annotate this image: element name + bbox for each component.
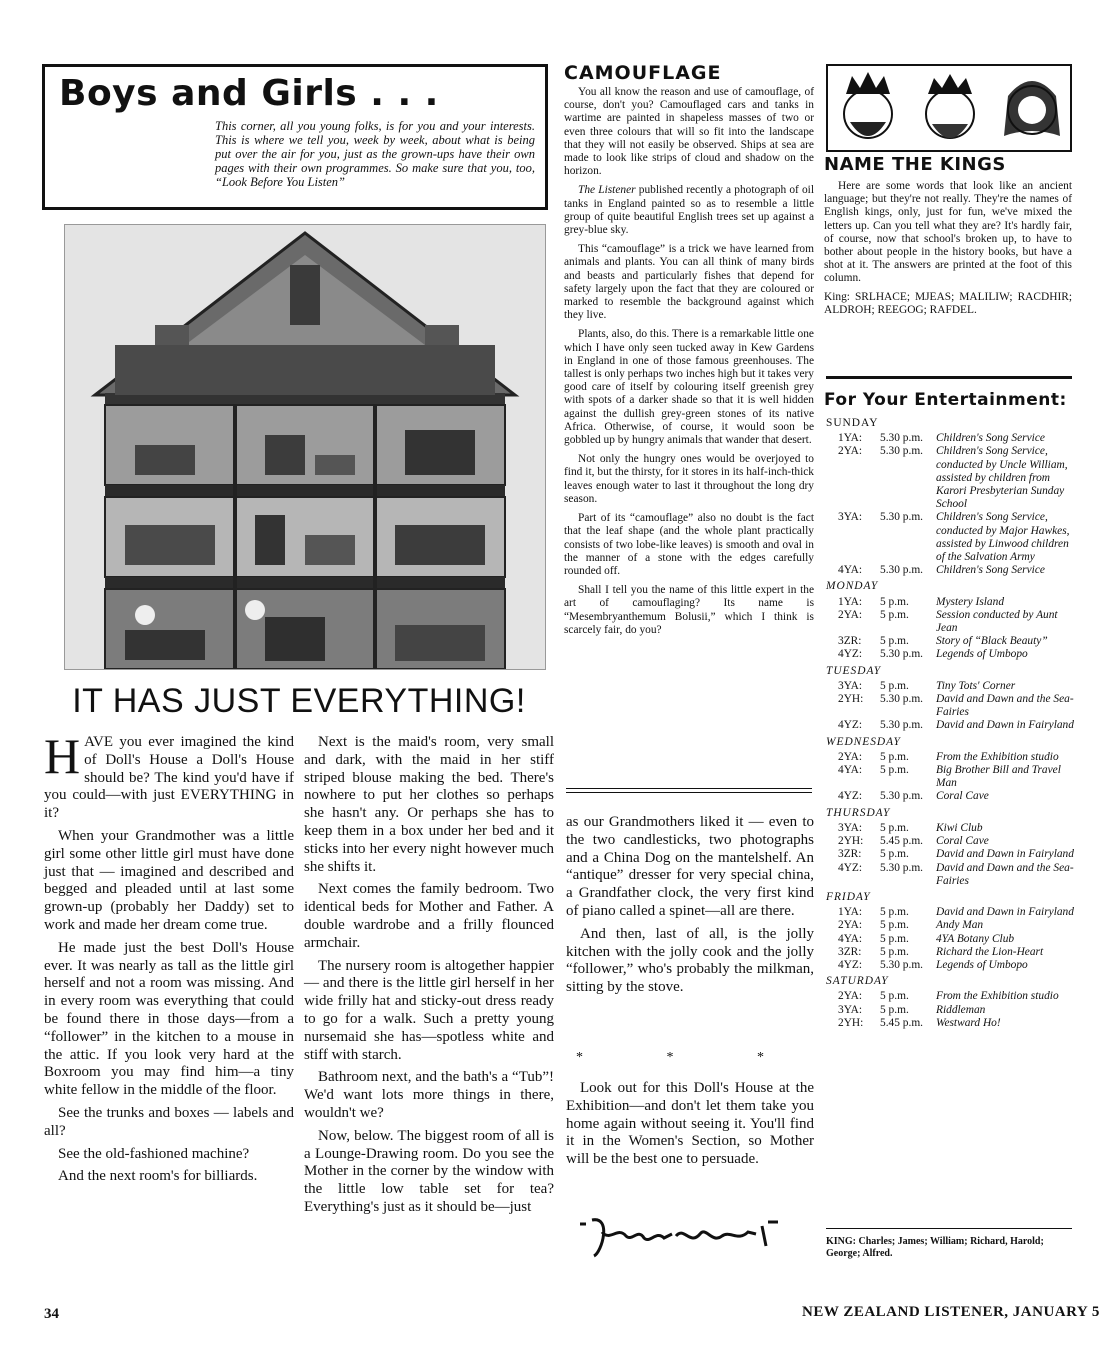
listing-time: 5 p.m. xyxy=(880,595,909,608)
kings-paragraph: Here are some words that look like an ancient language; but they're not really. They're the names of English kings, only, just for fun, we've mixed the letters up. Can you tell what they are? It's hardly fair, of course, now that school's broken up, to have to bother about people in the history books, but have a shot at it. The answers are printed at the foot of this column. xyxy=(824,180,1072,285)
divider-rule xyxy=(826,1228,1072,1229)
listing-time: 5 p.m. xyxy=(880,821,909,834)
listing-station: 2YH: xyxy=(838,1016,864,1029)
listing-row xyxy=(838,680,1074,693)
listing-row xyxy=(838,432,1074,445)
listing-row xyxy=(838,693,1074,719)
listing-program: Coral Cave xyxy=(936,790,989,803)
listing-row xyxy=(838,609,1074,635)
story-text: AVE you ever imagined the kind of Doll's House a Doll's House should be? The kind you'd have if you could—with just EVERYTHING in it? xyxy=(44,734,294,822)
listing-program: From the Exhibition studio xyxy=(936,990,1059,1003)
story-paragraph: The nursery room is altogether happier — and there is the little girl herself in her wide frilly hat and sticky-out dress ready to go for a walk. Such a pretty young nursemaid she has—spotless white and stiff with starch. xyxy=(304,957,554,1063)
section-header-box xyxy=(42,64,548,210)
listing-time: 5 p.m. xyxy=(880,608,909,621)
listing-row xyxy=(838,906,1074,919)
listing-station: 4YZ: xyxy=(838,861,863,874)
day-heading: MONDAY xyxy=(826,580,879,593)
listing-time: 5.30 p.m. xyxy=(880,511,924,524)
dolls-house-photo xyxy=(64,224,546,670)
signature-graphic xyxy=(572,1212,812,1262)
listing-program: David and Dawn in Fairyland xyxy=(936,848,1074,861)
listing-time: 5.45 p.m. xyxy=(880,835,924,848)
listing-program: Children's Song Service xyxy=(936,564,1045,577)
listing-time: 5 p.m. xyxy=(880,919,909,932)
listing-station: 1YA: xyxy=(838,906,863,919)
listing-time: 5 p.m. xyxy=(880,932,909,945)
camouflage-paragraph: Part of its “camouflage” also no doubt is the fact that the leaf shape (and the whole plant practically consists of two lobe-like leaves) is smooth and oval in the manner of a stone with the edges carefully rounded off. xyxy=(564,512,814,577)
listing-station: 3ZR: xyxy=(838,848,862,861)
listing-time: 5.30 p.m. xyxy=(880,445,924,458)
listing-program: Coral Cave xyxy=(936,835,989,848)
camouflage-paragraph xyxy=(564,184,814,237)
camouflage-paragraph: Not only the hungry ones would be overjoyed to find it, but the thirsty, for it stores in its half-inch-thick leaves enough water to last it throughout the long dry season. xyxy=(564,453,814,505)
listing-program: David and Dawn in Fairyland xyxy=(936,906,1074,919)
story-column-2 xyxy=(304,734,554,1222)
listing-row xyxy=(838,445,1074,511)
listing-station: 3YA: xyxy=(838,1003,863,1016)
publication-name: The Listener xyxy=(578,184,636,197)
listing-station: 4YA: xyxy=(838,564,863,577)
listing-station: 1YA: xyxy=(838,595,863,608)
story-column-3-end xyxy=(566,1080,814,1174)
camouflage-paragraph: Shall I tell you the name of this little expert in the art of camouflaging? Its name is “Mesembryanthemum Bolusii,” which I think is scarcely fair, do you? xyxy=(564,584,814,636)
day-heading: WEDNESDAY xyxy=(826,735,901,748)
listing-station: 2YA: xyxy=(838,750,863,763)
story-paragraph: Now, below. The biggest room of all is a Lounge-Drawing room. Do you see the Mother in the corner by the window with the little low table set for tea? Everything's just as it should be—just xyxy=(304,1127,554,1215)
listing-row xyxy=(838,764,1074,790)
listing-row xyxy=(838,719,1074,732)
listing-program: 4YA Botany Club xyxy=(936,932,1015,945)
listing-row xyxy=(838,635,1074,648)
story-paragraph: And the next room's for billiards. xyxy=(58,1168,258,1185)
listing-time: 5.30 p.m. xyxy=(880,861,924,874)
kings-body xyxy=(824,180,1072,322)
camouflage-title: CAMOUFLAGE xyxy=(564,62,722,84)
story-paragraph: When your Grandmother was a little girl some other little girl must have done just that — imagined and described and begged and pleaded until at last some grown-up (probably her Daddy) set to work and made her dream come true. xyxy=(44,827,294,933)
section-break-stars: * * * xyxy=(576,1050,804,1065)
story-paragraph: Next is the maid's room, very small and dark, with the maid in her stiff striped blouse making the bed. There's nowhere to put her clothes so perhaps she hasn't any. Or perhaps she has to keep them in a box under her bed and it sticks into her every night however much she shifts it. xyxy=(304,734,554,875)
listing-program: David and Dawn and the Sea-Fairies xyxy=(936,861,1074,887)
camouflage-text: published recently a photograph of oil tanks in England painted so as to resemble a little group of quite beautiful English trees set up against a grey-blue sky. xyxy=(564,184,814,237)
listing-row xyxy=(838,822,1074,835)
camouflage-paragraph: You all know the reason and use of camouflage, of course, don't you? Camouflaged cars and tanks in wartime are painted in shapeless masses of two or even three colours that will so fit into the landscape that they will not easily be observed. Ships at sea are made to look like strips of cloud and shadow on the horizon. xyxy=(564,86,814,178)
story-paragraph: as our Grandmothers liked it — even to the two candlesticks, two photographs and a China Dog on the mantelshelf. An “antique” dresser for very special china, a Grandfather clock, the very first kind of piano called a spinet—all are there. xyxy=(566,814,814,919)
listing-row xyxy=(838,835,1074,848)
listing-program: Children's Song Service, conducted by Major Hawkes, assisted by Linwood children of the Salvation Army xyxy=(936,511,1070,564)
listing-station: 2YA: xyxy=(838,990,863,1003)
story-paragraph: He made just the best Doll's House ever. It was nearly as tall as the little girl herself and not a room was missing. And in every room was everything that could be found there in those days—from a “follower” in the kitchen to a mouse in the attic. If you look very hard at the Boxroom you may find him—a tiny white fellow in the middle of the floor. xyxy=(44,939,294,1099)
day-heading: FRIDAY xyxy=(826,890,871,903)
story-paragraph: Bathroom next, and the bath's a “Tub”! We'd want lots more things in there, wouldn't we? xyxy=(304,1069,554,1121)
listing-row xyxy=(838,848,1074,861)
listing-program: Andy Man xyxy=(936,919,984,932)
listing-program: Kiwi Club xyxy=(936,821,983,834)
divider-rule xyxy=(566,792,812,793)
kings-title: NAME THE KINGS xyxy=(824,154,1006,175)
entertainment-title: For Your Entertainment: xyxy=(824,390,1067,410)
listing-row xyxy=(838,959,1074,972)
listing-time: 5.30 p.m. xyxy=(880,564,924,577)
section-title: Boys and Girls . . . xyxy=(59,73,439,114)
kings-portraits-illustration xyxy=(828,66,1070,150)
listing-time: 5.30 p.m. xyxy=(880,648,924,661)
author-signature xyxy=(572,1212,812,1262)
listing-program: Session conducted by Aunt Jean xyxy=(936,608,1058,635)
story-paragraph: See the old-fashioned machine? xyxy=(58,1145,250,1162)
story-paragraph: See the trunks and boxes — labels and all? xyxy=(44,1104,294,1139)
listing-station: 3YA: xyxy=(838,821,863,834)
page-number: 34 xyxy=(44,1306,59,1322)
divider-rule xyxy=(566,788,812,789)
listing-row xyxy=(838,919,1074,932)
listing-station: 2YH: xyxy=(838,693,864,706)
day-heading: SUNDAY xyxy=(826,417,879,429)
listing-program: Richard the Lion-Heart xyxy=(936,945,1044,958)
listing-row xyxy=(838,862,1074,888)
camouflage-paragraph: Plants, also, do this. There is a remarkable little one which I have only seen tucked away in Kew Gardens in England in one of those famous greenhouses. The tallest is only perhaps two inches high but it takes very good care of itself by colouring itself greenish grey with spots of a darker shade so that it is well hidden against the dullish grey-green stones of its native Africa. Otherwise, of course, it would soon be gobbled up by hungry animals that wander that desert. xyxy=(564,328,814,447)
listing-time: 5 p.m. xyxy=(880,750,909,763)
listing-station: 4YA: xyxy=(838,932,863,945)
camouflage-body xyxy=(564,86,814,643)
listing-time: 5 p.m. xyxy=(880,764,909,777)
listing-time: 5 p.m. xyxy=(880,990,909,1003)
listing-time: 5 p.m. xyxy=(880,848,909,861)
story-paragraph xyxy=(44,728,294,823)
listing-program: Mystery Island xyxy=(936,595,1005,608)
listing-station: 4YZ: xyxy=(838,719,863,732)
listing-row xyxy=(838,990,1074,1003)
listing-station: 2YA: xyxy=(838,919,863,932)
article-headline: IT HAS JUST EVERYTHING! xyxy=(72,682,526,720)
listing-station: 3ZR: xyxy=(838,945,862,958)
listing-row xyxy=(838,596,1074,609)
listing-time: 5.30 p.m. xyxy=(880,958,924,971)
listing-station: 3YA: xyxy=(838,679,863,692)
magazine-footer: NEW ZEALAND LISTENER, JANUARY 5 xyxy=(802,1304,1100,1320)
listing-station: 1YA: xyxy=(838,432,863,445)
listing-row xyxy=(838,511,1074,564)
listing-time: 5 p.m. xyxy=(880,1003,909,1016)
day-heading: SATURDAY xyxy=(826,975,889,988)
listing-row xyxy=(838,790,1074,803)
listing-program: Riddleman xyxy=(936,1003,986,1016)
listing-program: David and Dawn and the Sea-Fairies xyxy=(936,693,1074,719)
listing-row xyxy=(838,933,1074,946)
kings-answers: KING: Charles; James; William; Richard, Harold; George; Alfred. xyxy=(826,1236,1044,1259)
listing-station: 2YA: xyxy=(838,445,863,458)
drop-cap: H xyxy=(44,728,81,784)
listing-row xyxy=(838,751,1074,764)
listing-time: 5 p.m. xyxy=(880,906,909,919)
listing-row xyxy=(838,648,1074,661)
kings-portraits xyxy=(826,64,1072,152)
listing-program: Westward Ho! xyxy=(936,1016,1001,1029)
listing-row xyxy=(838,946,1074,959)
divider-rule xyxy=(826,376,1072,379)
listing-row xyxy=(838,1004,1074,1017)
listing-station: 4YZ: xyxy=(838,958,863,971)
story-paragraph: And then, last of all, is the jolly kitchen with the jolly cook and the jolly “follower,” who's probably the milkman, sitting by the stove. xyxy=(566,925,814,996)
story-paragraph: Look out for this Doll's House at the Exhibition—and don't let them take you home again without seeing it. You'll find it in the Women's Section, so Mother will be the best one to persuade. xyxy=(566,1080,814,1168)
listing-program: From the Exhibition studio xyxy=(936,750,1059,763)
entertainment-listings xyxy=(826,414,1074,1030)
listing-station: 4YZ: xyxy=(838,648,863,661)
kings-puzzle: King: SRLHACE; MJEAS; MALILIW; RACDHIR; ALDROH; REEGOG; RAFDEL. xyxy=(824,290,1072,316)
listing-time: 5 p.m. xyxy=(880,945,909,958)
day-heading: TUESDAY xyxy=(826,664,882,677)
section-intro: This corner, all you young folks, is for you and your interests. This is where we tell you, week by week, about what is being put over the air for you, just as the grown-ups have their own pages with their own programmes. So make sure that you, too, “Look Before You Listen” xyxy=(215,119,535,189)
listing-program: Legends of Umbopo xyxy=(936,648,1028,661)
dolls-house-illustration xyxy=(65,225,545,669)
listing-time: 5.30 p.m. xyxy=(880,693,924,706)
story-paragraph: Next comes the family bedroom. Two identical beds for Mother and Father. A double wardrobe and a frilly flounced armchair. xyxy=(304,881,554,951)
listing-station: 3YA: xyxy=(838,511,863,524)
camouflage-paragraph: This “camouflage” is a trick we have learned from animals and plants. You can all think of many birds and beasts and particularly fishes that depend for safety largely upon the fact that they are coloured or marked to resemble the background against which they live. xyxy=(564,243,814,322)
listing-time: 5.45 p.m. xyxy=(880,1016,924,1029)
listing-program: Big Brother Bill and Travel Man xyxy=(936,764,1061,790)
listing-time: 5 p.m. xyxy=(880,635,909,648)
listing-station: 4YA: xyxy=(838,764,863,777)
listing-time: 5 p.m. xyxy=(880,679,909,692)
story-column-3 xyxy=(566,814,814,1002)
listing-row xyxy=(838,564,1074,577)
listing-time: 5.30 p.m. xyxy=(880,719,924,732)
listing-station: 4YZ: xyxy=(838,790,863,803)
listing-program: David and Dawn in Fairyland xyxy=(936,719,1074,732)
listing-program: Legends of Umbopo xyxy=(936,958,1028,971)
listing-station: 3ZR: xyxy=(838,635,862,648)
listing-program: Children's Song Service, conducted by Uncle William, assisted by children from Karori Presbyterian Sunday School xyxy=(936,445,1068,511)
listing-program: Tiny Tots' Corner xyxy=(936,679,1016,692)
listing-program: Children's Song Service xyxy=(936,432,1045,445)
day-heading: THURSDAY xyxy=(826,806,891,819)
listing-row xyxy=(838,1017,1074,1030)
listing-time: 5.30 p.m. xyxy=(880,790,924,803)
listing-program: Story of “Black Beauty” xyxy=(936,635,1048,648)
listing-station: 2YH: xyxy=(838,835,864,848)
story-column-1 xyxy=(44,728,294,1191)
listing-station: 2YA: xyxy=(838,608,863,621)
listing-time: 5.30 p.m. xyxy=(880,432,924,445)
